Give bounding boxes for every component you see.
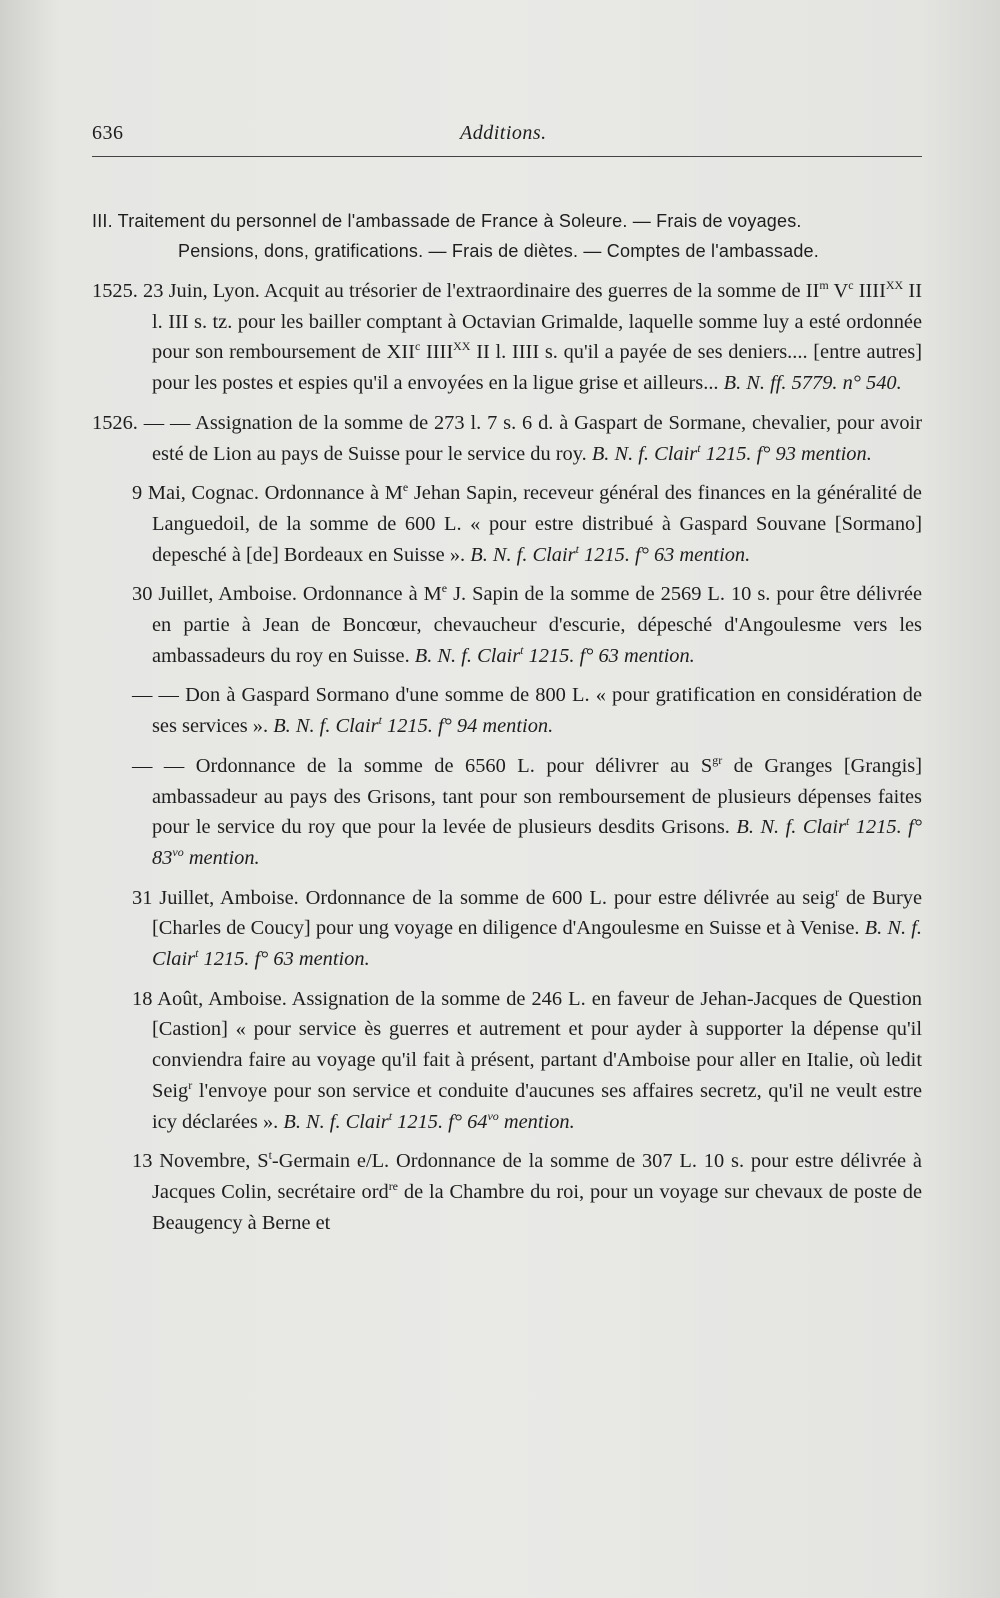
- citation: B. N. ff. 5779. n° 540.: [723, 372, 902, 395]
- entry-don-sormano: — — Don à Gaspard Sormano d'une somme de 800 L. « pour gratification en considération de ses services ». B. N. f. Clair$^t$ 1215. f° 94 mention.: [132, 684, 922, 738]
- page-number: 636: [92, 122, 124, 144]
- entry-granges: — — Ordonnance de la somme de 6560 L. pour délivrer au $S^{gr}$ de Granges [Grangis] ambassadeur au pays des Grisons, tant pour son remboursement de plusieurs dépenses faites pour le service du roy que pour la levée de plusieurs desdits Grisons. B. N. f. Clair$^t$ 1215. f° $83^{vo}$ mention.: [132, 753, 922, 869]
- entry-13-novembre: 13 Novembre, $S^t$-Germain e/L. Ordonnance de la somme de 307 L. 10 s. pour estre délivrée à Jacques Colin, secrétaire ord$^{re}$ de la Chambre du roi, pour un voyage sur chevaux de poste de Beaugency à Berne et: [132, 1148, 923, 1234]
- citation: B. N. f. Clair$^t$ 1215. f° 63 mention.: [152, 917, 922, 971]
- page-header: [92, 122, 922, 152]
- citation: B. N. f. Clair$^t$ 1215. f° 63 mention.: [470, 541, 751, 566]
- citation: B. N. f. Clair$^t$ 1215. f° 94 mention.: [273, 713, 554, 738]
- entry-1526: 1526. — — Assignation de la somme de 273 l. 7 s. 6 d. à Gaspart de Sormane, chevalier, pour avoir esté de Lion au pays de Suisse pour le service du roy. B. N. f. Clair$^t$ 1215. f° 93 mention.: [92, 411, 922, 465]
- citation: B. N. f. Clair$^t$ 1215. f° 93 mention.: [591, 440, 872, 465]
- section-title-line-2: Pensions, dons, gratifications. — Frais de diètes. — Comptes de l'ambassade.: [178, 241, 819, 261]
- citation: B. N. f. Clair$^t$ 1215. f° $83^{vo}$ mention.: [152, 814, 922, 869]
- section-title: [92, 206, 922, 266]
- header-rule: [92, 156, 922, 157]
- entry-30-juillet: 30 Juillet, Amboise. Ordonnance à Me J. Sapin de la somme de 2569 L. 10 s. pour être délivrée en partie à Jean de Boncœur, chevaucheur d'escurie, dépesché d'Angoulesme vers les ambassadeurs du roy en Suisse. B. N. f. Clair$^t$ 1215. f° 63 mention.: [132, 581, 922, 667]
- citation: B. N. f. Clair$^t$ 1215. f° $64^{vo}$ mention.: [283, 1108, 575, 1133]
- entry-1525-juin: 1525. 23 Juin, Lyon. Acquit au trésorier de l'extraordinaire des guerres de la somme de $II^m$ $V^c$ $IIII^{XX}$ II l. III s. tz. pour les bailler comptant à Octavian Grimalde, laquelle somme luy a esté ordonnée pour son remboursement de XII$^c$ $IIII^{XX}$ II l. IIII s. qu'il a payée de ses deniers.... [entre autres] pour les postes et espies qu'il a envoyées en la ligue grise et ailleurs... B. N. ff. 5779. n° 540.: [92, 278, 922, 395]
- entry-9-mai: 9 Mai, Cognac. Ordonnance à Me Jehan Sapin, receveur général des finances en la généralité de Languedoil, de la somme de 600 L. « pour estre distribué à Gaspard Souvane [Sormano] depesché à [de] Bordeaux en Suisse ». B. N. f. Clair$^t$ 1215. f° 63 mention.: [132, 480, 922, 566]
- section-title-line-1: III. Traitement du personnel de l'ambassade de France à Soleure. — Frais de voyages.: [92, 211, 802, 231]
- entry-18-aout: 18 Août, Amboise. Assignation de la somme de 246 L. en faveur de Jehan-Jacques de Question [Castion] « pour service ès guerres et autrement et pour ayder à supporter la dépense qu'il conviendra faire au voyage qu'il fait à présent, partant d'Amboise pour aller en Italie, où ledit Seig$^r$ l'envoye pour son service et conduite d'aucunes ses affaires secretz, qu'il ne veult estre icy déclarées ». B. N. f. Clair$^t$ 1215. f° $64^{vo}$ mention.: [132, 987, 922, 1133]
- entry-31-juillet: 31 Juillet, Amboise. Ordonnance de la somme de 600 L. pour estre délivrée au seig$^r$ de Burye [Charles de Coucy] pour ung voyage en diligence d'Angoulesme en Suisse et à Venise. B. N. f. Clair$^t$ 1215. f° 63 mention.: [132, 884, 922, 971]
- running-title: Additions.: [460, 122, 547, 144]
- document-body: [92, 276, 922, 1247]
- citation: B. N. f. Clair$^t$ 1215. f° 63 mention.: [414, 642, 695, 667]
